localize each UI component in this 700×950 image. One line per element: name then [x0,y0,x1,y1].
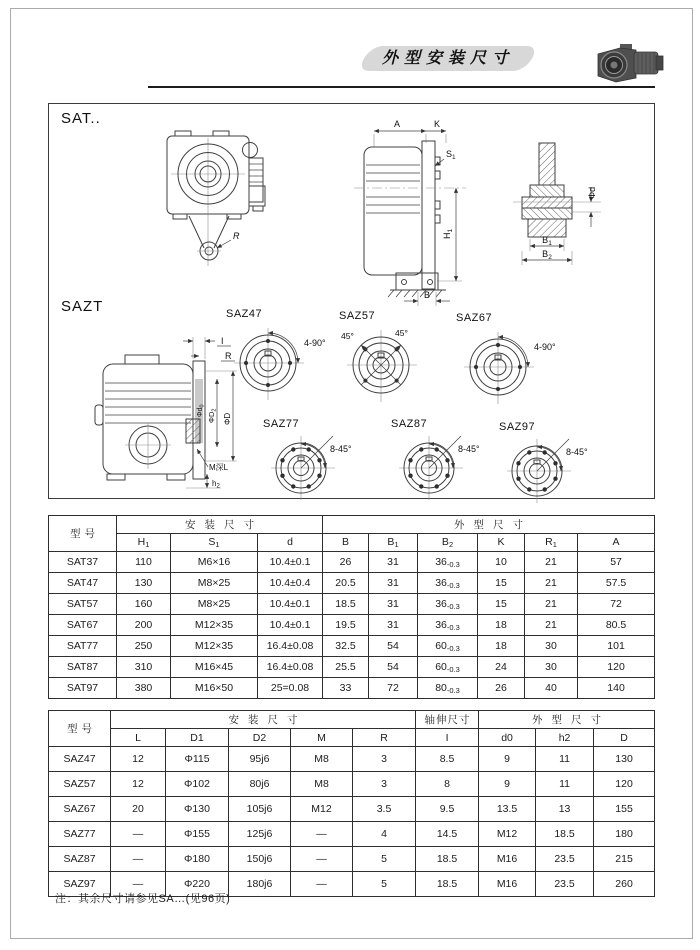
dim-label-b1: $B_1$ [542,235,552,247]
cell: M12×35 [171,636,258,657]
cell: 11 [536,772,594,797]
cell: 24 [478,657,525,678]
column-header: I [416,729,479,747]
model-cell: SAZ87 [49,847,111,872]
column-header: L [111,729,166,747]
group-header-install: 安装尺寸 [117,516,323,534]
dim-label-s1: $S_1$ [446,149,456,161]
cell: M6×16 [171,552,258,573]
page-title: 外型安装尺寸 [381,50,514,67]
table-row [49,797,655,822]
cell: 21 [525,573,578,594]
cell: 9 [479,772,536,797]
flange-angle-label-left: 45° [341,331,354,341]
column-header: B2 [418,534,478,552]
cell: 18.5 [416,847,479,872]
cell: 5 [353,847,416,872]
column-header: H1 [117,534,171,552]
cell: — [291,872,353,897]
cell: 32.5 [323,636,369,657]
flange-label: SAZ97 [499,421,536,433]
table-row [49,847,655,872]
sazt-series-label: SAZT [61,298,104,315]
cell: 16.4±0.08 [258,636,323,657]
flange-label: SAZ47 [226,308,263,320]
sat-bushing-section-drawing [503,139,608,271]
cell: Φ130 [166,797,229,822]
cell: 31 [369,594,418,615]
cell: 8 [416,772,479,797]
column-header-model: 型号 [49,711,111,747]
cell: 60-0.3 [418,636,478,657]
table-row [49,552,655,573]
cell: 30 [525,636,578,657]
column-header: S1 [171,534,258,552]
cell: 155 [594,797,655,822]
dim-label-phi-d-outer: ΦD [223,412,232,425]
table-subheader-row [49,534,655,552]
cell: 13 [536,797,594,822]
cell: 10.4±0.4 [258,573,323,594]
table-row [49,678,655,699]
cell: 310 [117,657,171,678]
cell: 10.4±0.1 [258,615,323,636]
cell: 14.5 [416,822,479,847]
table-subheader-row [49,729,655,747]
cell: 11 [536,747,594,772]
column-header: D [594,729,655,747]
table-header-row [49,516,655,534]
sat-series-label: SAT.. [61,110,101,127]
cell: 180j6 [229,872,291,897]
flange-angle-label: 4-90° [534,342,556,352]
model-cell: SAZ77 [49,822,111,847]
flange-angle-label: 4-90° [304,338,326,348]
cell: 95j6 [229,747,291,772]
column-header: A [578,534,655,552]
cell: 101 [578,636,655,657]
flange-diagram-saz77 [261,416,381,504]
header-banner [357,46,539,71]
cell: 80-0.3 [418,678,478,699]
cell: 9.5 [416,797,479,822]
column-header: R [353,729,416,747]
cell: Φ180 [166,847,229,872]
dim-label-a: A [393,119,401,129]
cell: 15 [478,594,525,615]
group-header-outline: 外型尺寸 [479,711,655,729]
gearbox-product-photo [590,38,668,88]
cell: 36-0.3 [418,615,478,636]
header-rule [148,86,655,88]
column-header-model: 型号 [49,516,117,552]
cell: 40 [525,678,578,699]
sat-side-view-drawing [334,113,509,309]
cell: 130 [117,573,171,594]
cell: M8 [291,747,353,772]
cell: M8×25 [171,573,258,594]
cell: 12 [111,772,166,797]
flange-diagram-saz67 [454,310,584,408]
dim-label-b2: $B_2$ [542,249,552,261]
cell: 10 [478,552,525,573]
footnote: 注：其余尺寸请参见SA…(见96页) [55,893,231,905]
flange-angle-label: 8-45° [458,444,480,454]
cell: 4 [353,822,416,847]
cell: 130 [594,747,655,772]
cell: 33 [323,678,369,699]
cell: 10.4±0.1 [258,552,323,573]
cell: 80j6 [229,772,291,797]
model-cell: SAT87 [49,657,117,678]
cell: 57 [578,552,655,573]
dim-label-r2: R [225,351,232,361]
cell: Φ155 [166,822,229,847]
saz-dimensions-table [48,710,655,897]
model-cell: SAT47 [49,573,117,594]
model-cell: SAT77 [49,636,117,657]
cell: 5 [353,872,416,897]
table-row [49,615,655,636]
cell: 18.5 [416,872,479,897]
cell: 20 [111,797,166,822]
model-cell: SAZ57 [49,772,111,797]
cell: 13.5 [479,797,536,822]
group-header-outline: 外型尺寸 [323,516,655,534]
cell: 18 [478,636,525,657]
cell: 3.5 [353,797,416,822]
cell: 215 [594,847,655,872]
dim-label-r: R [233,231,240,241]
table-row [49,657,655,678]
model-cell: SAZ67 [49,797,111,822]
cell: M8×25 [171,594,258,615]
column-header: R1 [525,534,578,552]
cell: M12×35 [171,615,258,636]
column-header: K [478,534,525,552]
dim-label-m-depth-l: M深L [209,463,229,472]
cell: 54 [369,636,418,657]
cell: 180 [594,822,655,847]
cell: 12 [111,747,166,772]
cell: — [291,847,353,872]
cell: 31 [369,552,418,573]
cell: 8.5 [416,747,479,772]
table-row [49,573,655,594]
cell: 150j6 [229,847,291,872]
cell: M16×45 [171,657,258,678]
table-row [49,747,655,772]
cell: 54 [369,657,418,678]
cell: 21 [525,594,578,615]
dim-label-i: I [221,336,224,346]
group-header-install: 安装尺寸 [111,711,416,729]
cell: 9 [479,747,536,772]
flange-label: SAZ77 [263,418,300,430]
cell: 260 [594,872,655,897]
cell: 72 [578,594,655,615]
model-cell: SAZ47 [49,747,111,772]
cell: 72 [369,678,418,699]
cell: 36-0.3 [418,573,478,594]
cell: 20.5 [323,573,369,594]
cell: 140 [578,678,655,699]
cell: 125j6 [229,822,291,847]
model-cell: SAT57 [49,594,117,615]
column-header: d0 [479,729,536,747]
diagram-panel [48,103,655,499]
cell: 18 [478,615,525,636]
cell: M16 [479,872,536,897]
column-header: D2 [229,729,291,747]
cell: 200 [117,615,171,636]
cell: 57.5 [578,573,655,594]
cell: Φ115 [166,747,229,772]
cell: — [111,847,166,872]
cell: M16 [479,847,536,872]
table-header-row [49,711,655,729]
cell: 105j6 [229,797,291,822]
flange-diagram-saz47 [224,306,354,404]
column-header: d [258,534,323,552]
cell: 23.5 [536,847,594,872]
cell: 31 [369,573,418,594]
cell: 18.5 [536,822,594,847]
cell: 3 [353,747,416,772]
dim-label-h2: h2 [212,479,220,490]
cell: 36-0.3 [418,552,478,573]
flange-angle-label: 8-45° [566,447,588,457]
sat-front-view-drawing [149,128,299,270]
flange-diagram-saz97 [497,419,617,507]
cell: 110 [117,552,171,573]
table-row [49,594,655,615]
cell: M16×50 [171,678,258,699]
model-cell: SAZ97 [49,872,111,897]
cell: 15 [478,573,525,594]
cell: 16.4±0.08 [258,657,323,678]
cell: — [291,822,353,847]
cell: 80.5 [578,615,655,636]
model-cell: SAT67 [49,615,117,636]
cell: M12 [291,797,353,822]
table-row [49,772,655,797]
cell: 120 [594,772,655,797]
cell: 19.5 [323,615,369,636]
cell: 30 [525,657,578,678]
cell: 25.5 [323,657,369,678]
cell: Φ220 [166,872,229,897]
dim-label-phi-d: Φd [587,186,597,199]
cell: M8 [291,772,353,797]
cell: 23.5 [536,872,594,897]
flange-diagram-saz87 [389,416,509,504]
cell: 380 [117,678,171,699]
cell: — [111,872,166,897]
cell: M12 [479,822,536,847]
flange-label: SAZ67 [456,312,493,324]
cell: 250 [117,636,171,657]
dim-label-phi-d0: $\Phi d_0$ [197,404,206,417]
cell: 21 [525,615,578,636]
cell: 21 [525,552,578,573]
model-cell: SAT37 [49,552,117,573]
cell: 26 [323,552,369,573]
cell: 60-0.3 [418,657,478,678]
column-header: B [323,534,369,552]
cell: 10.4±0.1 [258,594,323,615]
sat-dimensions-table [48,515,655,699]
cell: 3 [353,772,416,797]
cell: 31 [369,615,418,636]
column-header: M [291,729,353,747]
column-header: D1 [166,729,229,747]
cell: Φ102 [166,772,229,797]
flange-label: SAZ57 [339,310,376,322]
group-header-shaft: 轴伸尺寸 [416,711,479,729]
table-row [49,822,655,847]
cell: 25=0.08 [258,678,323,699]
dim-label-k: K [433,119,441,129]
column-header: B1 [369,534,418,552]
cell: 120 [578,657,655,678]
flange-label: SAZ87 [391,418,428,430]
flange-diagram-saz57 [337,308,467,406]
cell: 36-0.3 [418,594,478,615]
dim-label-phi-d2: $\Phi D_2$ [207,408,218,423]
flange-angle-label: 8-45° [330,444,352,454]
dim-label-b: B [423,290,431,300]
flange-angle-label-right: 45° [395,328,408,338]
table-row [49,636,655,657]
dim-label-h1: $H_1$ [442,228,454,239]
cell: 160 [117,594,171,615]
cell: 18.5 [323,594,369,615]
column-header: h2 [536,729,594,747]
cell: — [111,822,166,847]
cell: 26 [478,678,525,699]
model-cell: SAT97 [49,678,117,699]
